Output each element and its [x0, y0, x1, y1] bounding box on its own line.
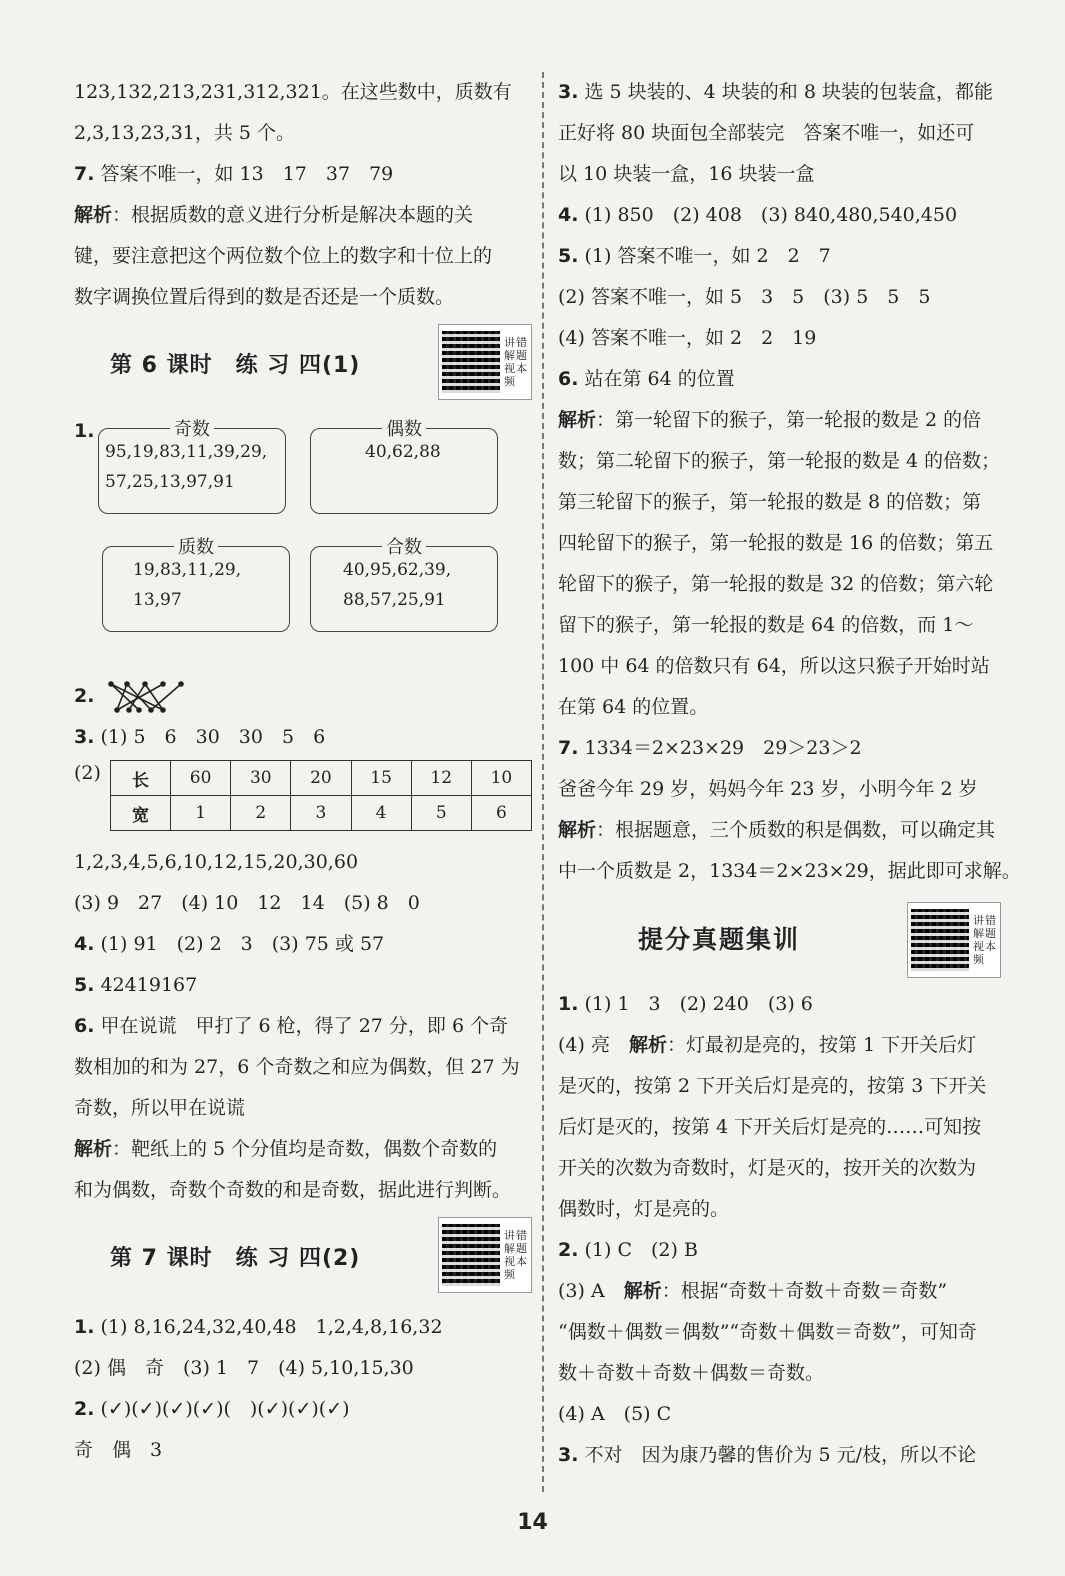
- answer-4: 4. (1) 91 (2) 2 3 (3) 75 或 57: [74, 933, 385, 955]
- answer-7: 7. 答案不唯一，如 13 17 37 79: [74, 163, 394, 185]
- qr-label: 讲解视频: [973, 914, 984, 966]
- analysis: 解析：根据质数的意义进行分析是解决本题的关: [74, 204, 474, 226]
- text-line: (2) 偶 奇 (3) 1 7 (4) 5,10,15,30: [74, 1357, 414, 1379]
- section-title: 提分真题集训: [638, 925, 801, 954]
- text-line: 正好将 80 块面包全部装完 答案不唯一，如还可: [558, 122, 975, 144]
- text-line: (4) A (5) C: [558, 1403, 672, 1425]
- qr-code-icon: [911, 909, 969, 971]
- lesson-7-header: [74, 1217, 532, 1301]
- text-line: 100 中 64 的倍数只有 64，所以这只猴子开始时站: [558, 655, 990, 677]
- analysis: 解析：第一轮留下的猴子，第一轮报的数是 2 的倍: [558, 409, 982, 431]
- answer-1: 1. (1) 1 3 (2) 240 (3) 6: [558, 993, 813, 1015]
- text-line: 奇数，所以甲在说谎: [74, 1097, 246, 1119]
- answer-4: 4. (1) 850 (2) 408 (3) 840,480,540,450: [558, 204, 958, 226]
- connection-diagram: [105, 680, 187, 714]
- answer-7: 7. 1334＝2×23×29 29＞23＞2: [558, 737, 862, 759]
- text-line: 后灯是灭的，按第 4 下开关后灯是亮的……可知按: [558, 1116, 982, 1138]
- text-line: 1,2,3,4,5,6,10,12,15,20,30,60: [74, 851, 359, 873]
- answer-3: 3. 不对 因为康乃馨的售价为 5 元/枝，所以不论: [558, 1444, 977, 1466]
- text-line: 中一个质数是 2，1334＝2×23×29，据此即可求解。: [558, 860, 1021, 882]
- qr-label: 错题本: [516, 336, 527, 375]
- answer-3-2: (2) 长 60 30 20 15 12 10 宽 1 2 3 4 5 6: [74, 760, 532, 842]
- left-column: [74, 72, 532, 1471]
- qr-code-panel[interactable]: [438, 324, 532, 400]
- analysis: 解析：根据题意，三个质数的积是偶数，可以确定其: [558, 819, 996, 841]
- text-line: (3) 9 27 (4) 10 12 14 (5) 8 0: [74, 892, 420, 914]
- answer-6: 6. 站在第 64 的位置: [558, 368, 735, 390]
- analysis: 解析：靶纸上的 5 个分值均是奇数，偶数个奇数的: [74, 1138, 498, 1160]
- text-line: 123,132,213,231,312,321。在这些数中，质数有: [74, 81, 512, 103]
- even-box: 偶数 40,62,88: [310, 428, 498, 514]
- text-line: 奇 偶 3: [74, 1439, 163, 1461]
- text-line: 键，要注意把这个两位数个位上的数字和十位上的: [74, 245, 493, 267]
- text-line: 和为偶数，奇数个奇数的和是奇数，据此进行判断。: [74, 1179, 512, 1201]
- text-line: 以 10 块装一盒，16 块装一盒: [558, 163, 815, 185]
- text-line: 留下的猴子，第一轮报的数是 64 的倍数，而 1～: [558, 614, 974, 636]
- answer-2: 2.: [74, 676, 532, 717]
- qr-code-panel[interactable]: [907, 902, 1001, 978]
- text-line: 数；第二轮留下的猴子，第一轮报的数是 4 的倍数；: [558, 450, 1001, 472]
- text-line: 数＋奇数＋奇数＋偶数＝奇数。: [558, 1362, 825, 1384]
- number-classification: [74, 414, 532, 676]
- text-line: 数相加的和为 27，6 个奇数之和应为偶数，但 27 为: [74, 1056, 520, 1078]
- answer-2: 2. (1) C (2) B: [558, 1239, 698, 1261]
- column-divider: [542, 72, 544, 1492]
- lesson-title: 第 6 课时 练 习 四(1): [110, 353, 361, 378]
- text-line: 四轮留下的猴子，第一轮报的数是 16 的倍数；第五: [558, 532, 994, 554]
- prime-box: 质数 19,83,11,29, 13,97: [102, 546, 290, 632]
- lesson-title: 第 7 课时 练 习 四(2): [110, 1246, 361, 1271]
- page-number: 14: [517, 1510, 548, 1535]
- text-line: 2,3,13,23,31，共 5 个。: [74, 122, 296, 144]
- qr-code-icon: [442, 1224, 500, 1286]
- text-line: (4) 答案不唯一，如 2 2 19: [558, 327, 817, 349]
- composite-box: 合数 40,95,62,39, 88,57,25,91: [310, 546, 498, 632]
- qr-label: 错题本: [985, 914, 996, 953]
- qr-label: 讲解视频: [504, 336, 515, 388]
- qr-label: 讲解视频: [504, 1229, 515, 1281]
- answer-1: 1. (1) 8,16,24,32,40,48 1,2,4,8,16,32: [74, 1316, 443, 1338]
- text-line: 数字调换位置后得到的数是否还是一个质数。: [74, 286, 455, 308]
- text-line: 轮留下的猴子，第一轮报的数是 32 的倍数；第六轮: [558, 573, 994, 595]
- answer-5: 5. (1) 答案不唯一，如 2 2 7: [558, 245, 831, 267]
- qr-label: 错题本: [516, 1229, 527, 1268]
- text-line: “偶数＋偶数＝偶数”“奇数＋偶数＝奇数”，可知奇: [558, 1321, 977, 1343]
- text-line: 是灭的，按第 2 下开关后灯是亮的，按第 3 下开关: [558, 1075, 987, 1097]
- text-line: 开关的次数为奇数时，灯是灭的，按开关的次数为: [558, 1157, 977, 1179]
- length-width-table: 长 60 30 20 15 12 10 宽 1 2 3 4 5 6: [110, 760, 532, 831]
- qr-code-panel[interactable]: [438, 1217, 532, 1293]
- lesson-6-header: [74, 324, 532, 408]
- text-line: 在第 64 的位置。: [558, 696, 709, 718]
- section-header: [558, 898, 1003, 984]
- answer-3: 3. 选 5 块装的、4 块装的和 8 块装的包装盒，都能: [558, 81, 993, 103]
- answer-2-3: (3) A 解析：根据“奇数＋奇数＋奇数＝奇数”: [558, 1280, 948, 1302]
- text-line: (2) 答案不唯一，如 5 3 5 (3) 5 5 5: [558, 286, 931, 308]
- answer-6: 6. 甲在说谎 甲打了 6 枪，得了 27 分，即 6 个奇: [74, 1015, 509, 1037]
- answer-5: 5. 42419167: [74, 974, 198, 996]
- question-number: 1.: [74, 420, 95, 442]
- text-line: 偶数时，灯是亮的。: [558, 1198, 730, 1220]
- text-line: 爸爸今年 29 岁，妈妈今年 23 岁，小明今年 2 岁: [558, 778, 978, 800]
- qr-code-icon: [442, 331, 500, 393]
- answer-3: 3. (1) 5 6 30 30 5 6: [74, 726, 326, 748]
- answer-2: 2. (✓)(✓)(✓)(✓)( )(✓)(✓)(✓): [74, 1398, 350, 1420]
- text-line: 第三轮留下的猴子，第一轮报的数是 8 的倍数；第: [558, 491, 982, 513]
- answer-1-4: (4) 亮 解析：灯最初是亮的，按第 1 下开关后灯: [558, 1034, 977, 1056]
- right-column: [558, 72, 1021, 1476]
- odd-box: 奇数 95,19,83,11,39,29, 57,25,13,97,91: [98, 428, 286, 514]
